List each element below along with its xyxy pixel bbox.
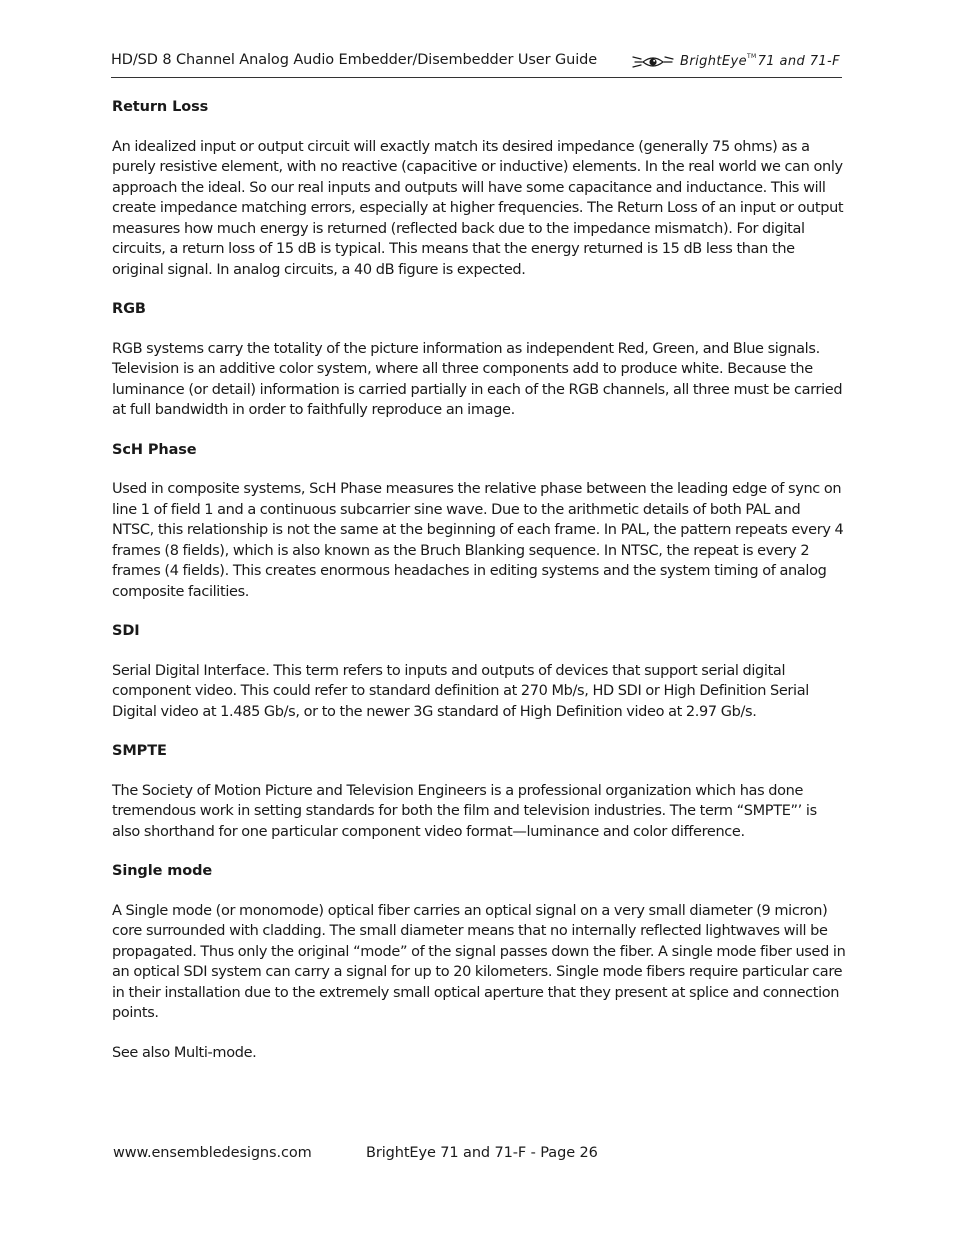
term-sdi: SDI — [112, 623, 140, 639]
definition-return-loss: An idealized input or output circuit will exactly match its desired impedance (generally 75 ohms) as a purely resistive element, with no reactive (capacitive or inductive) elements. In the real world we can only approach the ideal. So our real inputs and outputs will have some capacitance and inductance. This will create impedance matching errors, especially at higher frequencies. The Return Loss of an input or output measures how much energy is returned (reflected back due to the impedance mismatch). For digital circuits, a return loss of 15 dB is typical. This means that the energy returned is 15 dB less than the original signal. In analog circuits, a 40 dB figure is expected. — [112, 138, 844, 278]
page-header — [111, 50, 842, 78]
definition-smpte: The Society of Motion Picture and Television Engineers is a professional organization which has done tremendous work in setting standards for both the film and television industries. The term “SMPTE”’ is also shorthand for one particular component video format—luminance and color difference. — [112, 782, 817, 840]
eye-logo-icon — [632, 51, 674, 71]
definition-sch-phase: Used in composite systems, ScH Phase measures the relative phase between the leading edge of sync on line 1 of field 1 and a continuous subcarrier sine wave. Due to the arithmetic details of both PAL and NTSC, this relationship is not the same at the beginning of each frame. In PAL, the pattern repeats every 4 frames (8 fields), which is also known as the Bruch Blanking sequence. In NTSC, the repeat is every 2 frames (4 fields). This creates enormous headaches in editing systems and the system timing of analog composite facilities. — [112, 481, 844, 600]
see-also-multi-mode: See also Multi-mode. — [112, 1044, 257, 1061]
term-smpte: SMPTE — [112, 743, 167, 759]
brand-name: BrightEye™71 and 71-F — [680, 53, 840, 69]
term-rgb: RGB — [112, 301, 146, 317]
glossary-content — [112, 97, 846, 1082]
definition-sdi: Serial Digital Interface. This term refers to inputs and outputs of devices that support serial digital component video. This could refer to standard definition at 270 Mb/s, HD SDI or High Definition Serial Digital video at 1.485 Gb/s, or to the newer 3G standard of High Definition video at 2.97 Gb/s. — [112, 662, 809, 720]
term-return-loss: Return Loss — [112, 99, 209, 115]
header-title: HD/SD 8 Channel Analog Audio Embedder/Disembedder User Guide — [111, 52, 598, 68]
footer-website: www.ensembledesigns.com — [113, 1145, 312, 1161]
header-brand — [632, 51, 840, 71]
definition-single-mode: A Single mode (or monomode) optical fiber carries an optical signal on a very small diameter (9 micron) core surrounded with cladding. The small diameter means that no internally reflected lightwaves will be propagated. Thus only the original “mode” of the signal passes down the fiber. A single mode fiber used in an optical SDI system can carry a signal for up to 20 kilometers. Single mode fibers require particular care in their installation due to the extremely small optical aperture that they present at splice and connection points. — [112, 902, 846, 1021]
term-sch-phase: ScH Phase — [112, 441, 197, 458]
term-single-mode: Single mode — [112, 863, 213, 879]
footer-page-number: BrightEye 71 and 71-F - Page 26 — [366, 1145, 598, 1161]
definition-rgb: RGB systems carry the totality of the picture information as independent Red, Green, and Blue signals. Television is an additive color system, where all three components add to produce white. Because the luminance (or detail) information is carried partially in each of the RGB channels, all three must be carried at full bandwidth in order to faithfully reproduce an image. — [112, 340, 843, 418]
